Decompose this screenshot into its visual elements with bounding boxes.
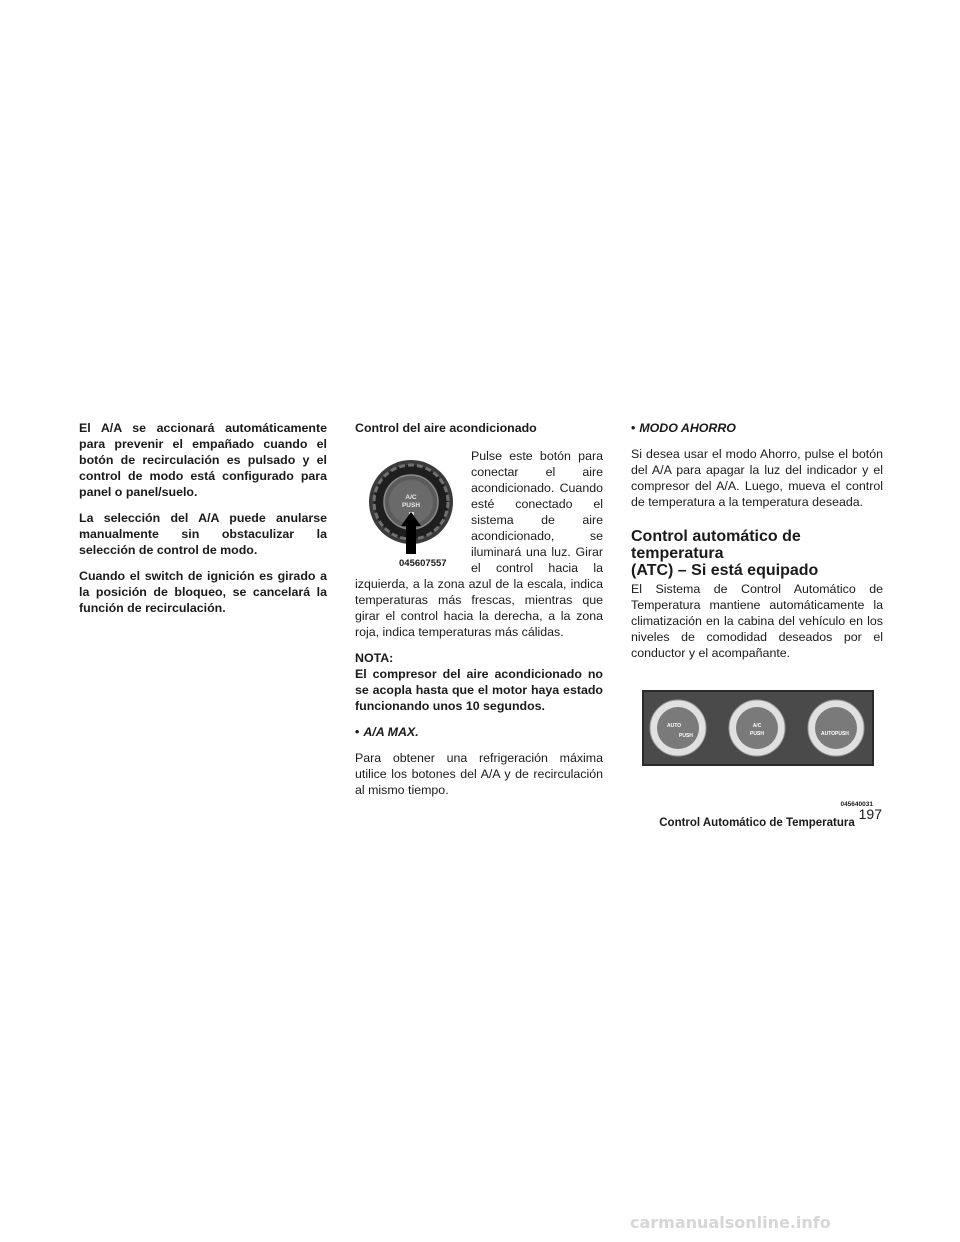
section-heading-atc-line1: Control automático de temperatura bbox=[631, 528, 801, 562]
bullet-economy-label: MODO AHORRO bbox=[639, 421, 736, 435]
paragraph-ignition: Cuando el switch de ignición es girado a la posición de bloqueo, se cancelará la función de recirculación. bbox=[79, 569, 327, 615]
paragraph-ac-push: Pulse este botón para conectar el aire acondicionado. Cuando esté conectado el sistema de aire acondicionado, se iluminará una luz. Girar el control hacia la izquierda, a la zona azul de la escala, indica temperaturas más frescas, mientras que girar el control hacia la derecha, a la zona roja, indica temperaturas más cálidas. bbox=[355, 449, 603, 639]
paragraph-atc: El Sistema de Control Automático de Temperatura mantiene automáticamente la climatización en la cabina del vehículo en los niveles de comodidad deseados por el conductor y el acompañante. bbox=[631, 582, 883, 660]
atc-figure bbox=[631, 679, 883, 808]
atc-figure-caption: Control Automático de Temperatura bbox=[659, 817, 855, 829]
paragraph-ac-auto: El A/A se accionará automáticamente para prevenir el empañado cuando el botón de recirculación es pulsado y el control de modo está configurado para panel o panel/suelo. bbox=[79, 421, 327, 499]
paragraph-ac-max: Para obtener una refrigeración máxima utilice los botones del A/A y de recirculación al mismo tiempo. bbox=[355, 751, 603, 797]
section-heading-atc bbox=[631, 528, 883, 579]
section-heading-atc-line2: (ATC) – Si está equipado bbox=[631, 562, 819, 579]
watermark-part1: carmanualsonline bbox=[630, 1213, 790, 1232]
note-text: El compresor del aire acondicionado no se acopla hasta que el motor haya estado funcionando unos 10 segundos. bbox=[355, 667, 603, 713]
middle-knob-ac: A/C bbox=[752, 723, 762, 729]
knob-label-push: PUSH bbox=[401, 502, 421, 509]
bullet-ac-max-label: A/A MAX. bbox=[363, 725, 419, 739]
column-left bbox=[79, 420, 327, 626]
left-knob-auto: AUTO bbox=[667, 723, 682, 729]
section-heading-ac-control: Control del aire acondicionado bbox=[355, 421, 537, 435]
left-knob-push: PUSH bbox=[679, 733, 693, 739]
note-title: NOTA: bbox=[355, 651, 394, 665]
watermark bbox=[630, 1213, 831, 1232]
column-right bbox=[631, 420, 883, 831]
atc-figure-code: 045640031 bbox=[840, 801, 873, 808]
right-knob-auto: AUTO bbox=[821, 731, 836, 737]
page-number: 197 bbox=[858, 806, 882, 822]
ac-knob-figure bbox=[355, 450, 467, 569]
column-middle bbox=[355, 420, 603, 808]
figure-code: 045607557 bbox=[399, 558, 447, 569]
knob-label-ac: A/C bbox=[405, 494, 417, 501]
watermark-part2: .info bbox=[789, 1213, 831, 1232]
right-knob-push: PUSH bbox=[835, 731, 849, 737]
atc-panel-illustration bbox=[631, 679, 883, 795]
paragraph-ac-override: La selección del A/A puede anularse manualmente sin obstaculizar la selección de control de modo. bbox=[79, 511, 327, 557]
middle-knob-push: PUSH bbox=[750, 731, 764, 737]
bullet-ac-max: • A/A MAX. bbox=[355, 725, 419, 739]
bullet-economy-mode: • MODO AHORRO bbox=[631, 421, 736, 435]
ac-knob-illustration bbox=[355, 450, 467, 556]
paragraph-economy: Si desea usar el modo Ahorro, pulse el botón del A/A para apagar la luz del indicador y el compresor del A/A. Luego, mueva el control de temperatura a la temperatura deseada. bbox=[631, 447, 883, 509]
